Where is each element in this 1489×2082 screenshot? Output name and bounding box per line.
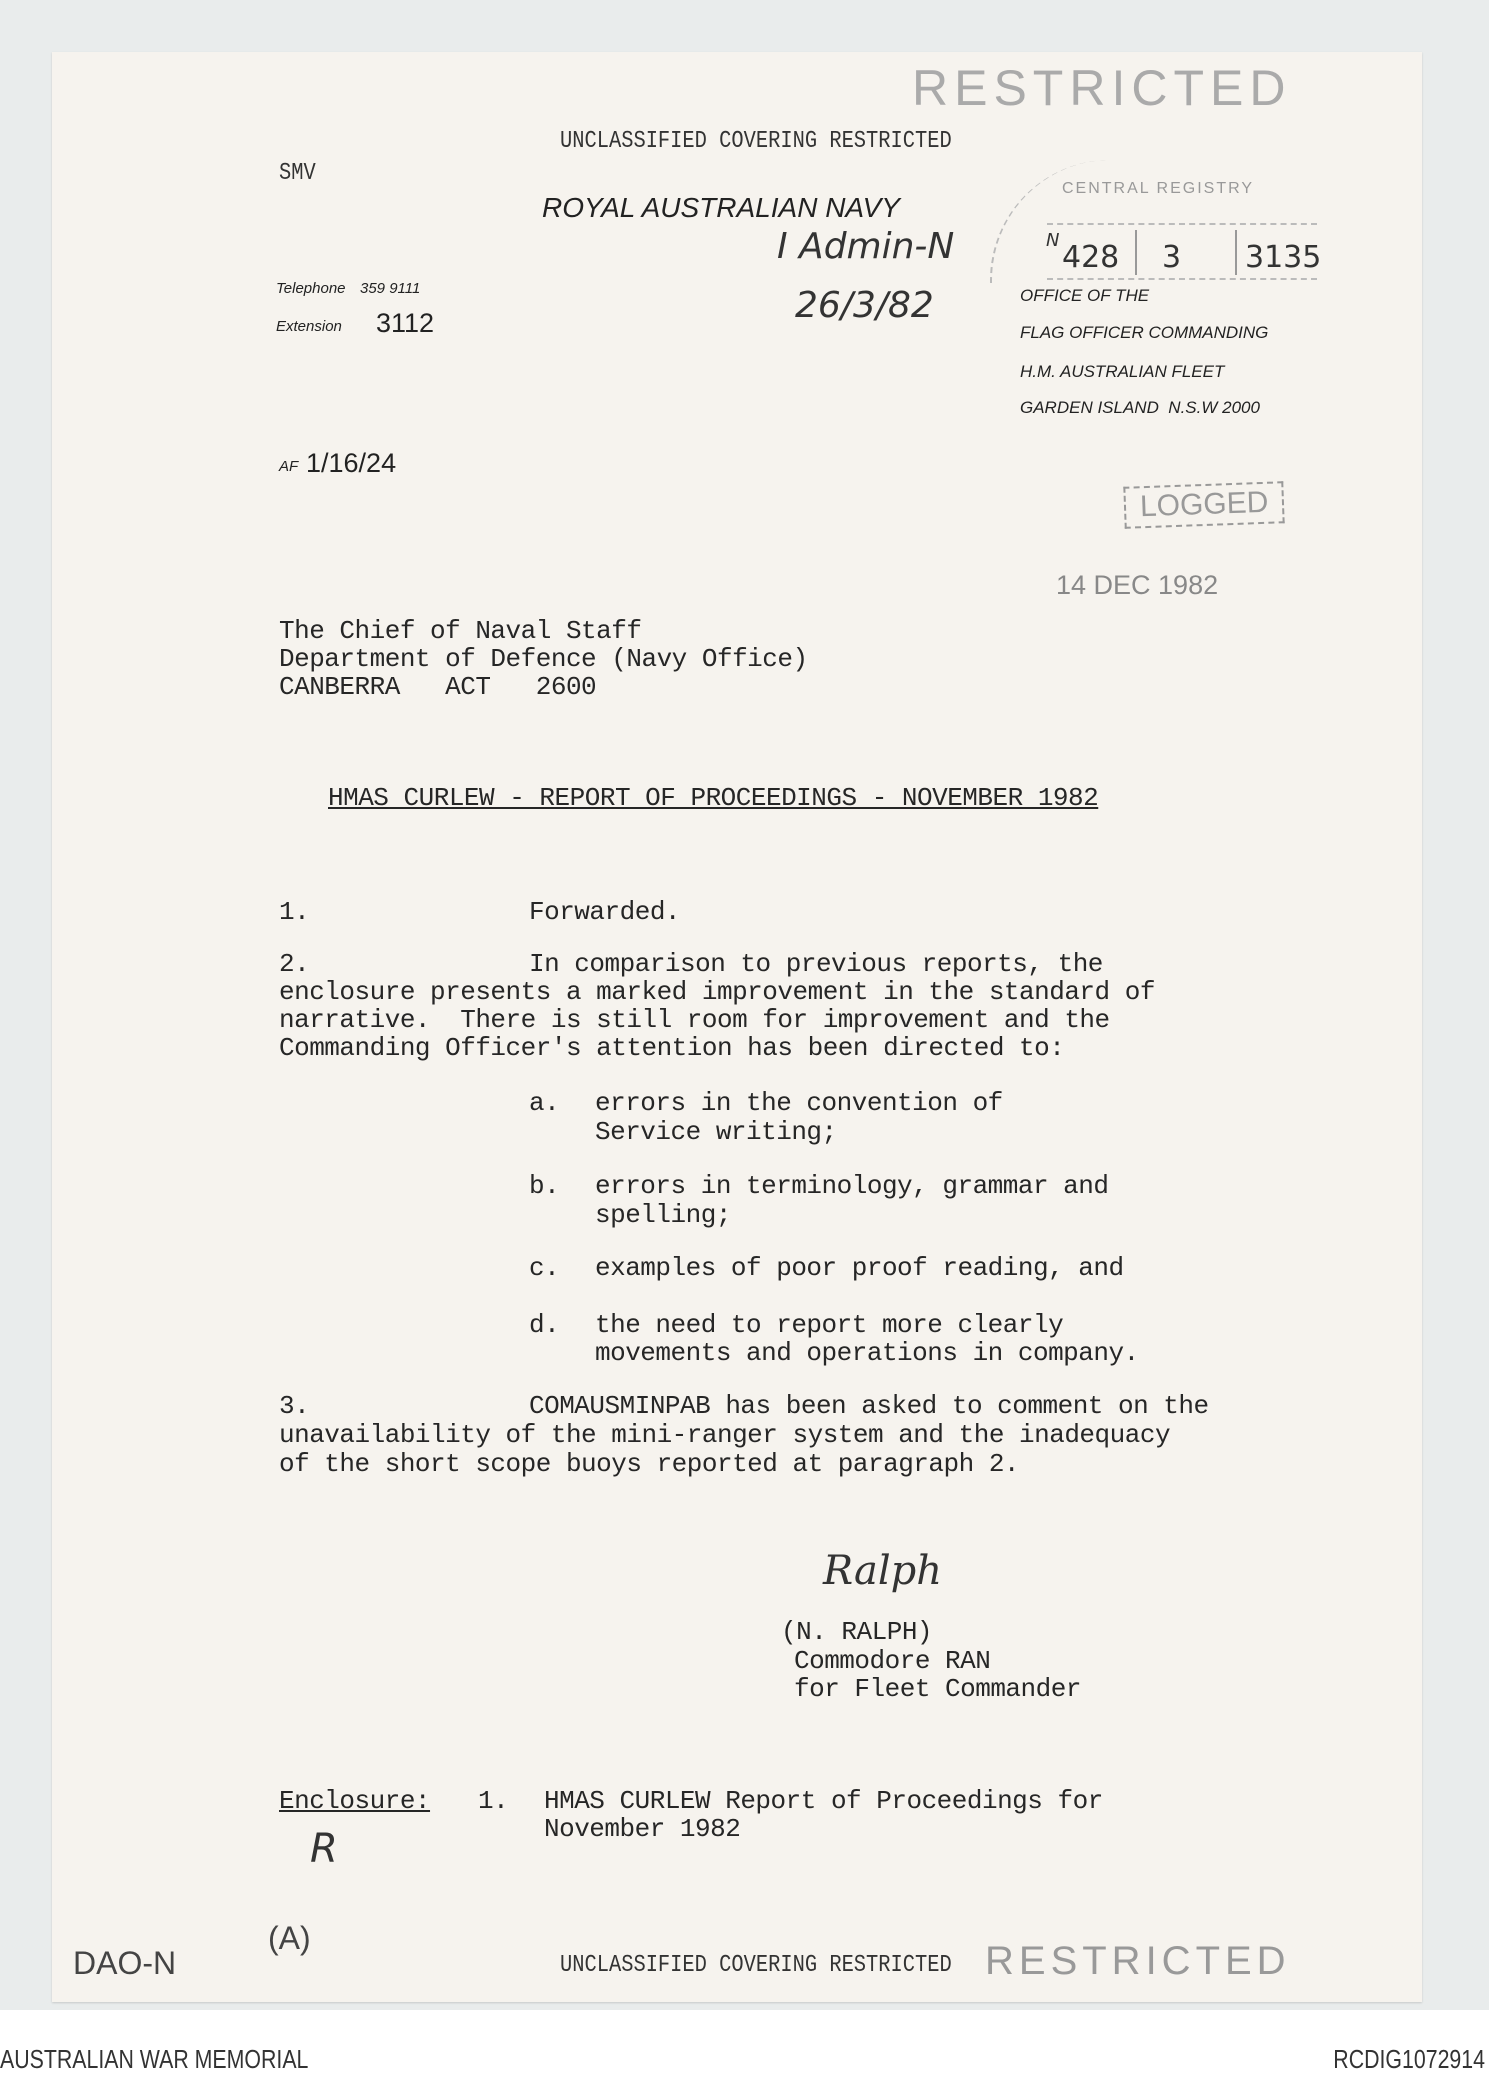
registry-prefix: N	[1046, 230, 1060, 251]
addressee-line: CANBERRA ACT 2600	[279, 672, 597, 702]
list-item-text: examples of poor proof reading, and	[595, 1253, 1124, 1283]
date-stamp: 14 DEC 1982	[1056, 570, 1219, 600]
enclosure-text: November 1982	[544, 1814, 741, 1844]
office-line: FLAG OFFICER COMMANDING	[1020, 323, 1269, 342]
restricted-stamp-bottom: RESTRICTED	[985, 1939, 1291, 1983]
registry-stamp-label: CENTRAL REGISTRY	[1062, 180, 1255, 197]
office-line: OFFICE OF THE	[1020, 286, 1150, 305]
paragraph-number: 1.	[279, 897, 310, 927]
addressee-line: The Chief of Naval Staff	[279, 616, 642, 646]
list-item-letter: b.	[529, 1171, 560, 1201]
office-line: GARDEN ISLAND N.S.W 2000	[1020, 398, 1260, 417]
subject-heading: HMAS CURLEW - REPORT OF PROCEEDINGS - NOVEMBER 1982	[328, 783, 1099, 813]
stamp-divider	[1047, 223, 1317, 225]
list-item-letter: a.	[529, 1088, 560, 1118]
stamp-divider	[1047, 278, 1317, 280]
enclosure-label: Enclosure:	[279, 1786, 431, 1816]
list-item-letter: c.	[529, 1253, 560, 1283]
signatory-rank: Commodore RAN	[794, 1646, 991, 1676]
handwritten-annotation: DAO-N	[73, 1945, 177, 1981]
addressee-line: Department of Defence (Navy Office)	[279, 644, 808, 674]
paragraph-text: Forwarded.	[529, 897, 681, 927]
classification-top: UNCLASSIFIED COVERING RESTRICTED	[560, 128, 952, 155]
paragraph-text: of the short scope buoys reported at paragraph 2.	[279, 1449, 1020, 1479]
ref-label: AF	[279, 458, 299, 475]
handwritten-date: 26/3/82	[795, 285, 934, 326]
handwritten-initials: R	[310, 1826, 338, 1872]
paragraph-text: enclosure presents a marked improvement in the standard of	[279, 977, 1155, 1007]
signature: Ralph	[823, 1548, 943, 1594]
paragraph-text: In comparison to previous reports, the	[529, 949, 1103, 979]
signatory-role: for Fleet Commander	[794, 1674, 1081, 1704]
registry-file-number: 428	[1062, 240, 1120, 275]
paragraph-text: Commanding Officer's attention has been directed to:	[279, 1033, 1065, 1063]
handwritten-bracket: (A)	[268, 1920, 311, 1956]
enclosure-text: HMAS CURLEW Report of Proceedings for	[544, 1786, 1103, 1816]
telephone-number: 359 9111	[360, 280, 421, 297]
list-item-text: movements and operations in company.	[595, 1338, 1139, 1368]
logged-stamp: LOGGED	[1123, 481, 1285, 529]
paragraph-text: COMAUSMINPAB has been asked to comment on the	[529, 1391, 1209, 1421]
registry-part-number: 3	[1162, 240, 1182, 275]
list-item-text: errors in terminology, grammar and	[595, 1171, 1109, 1201]
archive-footer	[0, 2010, 1489, 2082]
footer-institution: AUSTRALIAN WAR MEMORIAL	[0, 2044, 309, 2074]
list-item-letter: d.	[529, 1310, 560, 1340]
telephone-label: Telephone	[276, 280, 346, 297]
footer-item-id: RCDIG1072914	[1333, 2044, 1485, 2074]
list-item-text: errors in the convention of	[595, 1088, 1003, 1118]
file-reference: 1/16/24	[306, 448, 397, 478]
organisation-title: ROYAL AUSTRALIAN NAVY	[542, 192, 900, 223]
stamp-divider	[1135, 230, 1137, 275]
signatory-name: (N. RALPH)	[781, 1617, 933, 1647]
extension-number: 3112	[376, 308, 435, 338]
restricted-stamp: RESTRICTED	[912, 60, 1292, 116]
list-item-text: spelling;	[595, 1200, 731, 1230]
paragraph-text: narrative. There is still room for improvement and the	[279, 1005, 1110, 1035]
office-line: H.M. AUSTRALIAN FLEET	[1020, 362, 1225, 381]
handwritten-file-ref: I Admin-N	[777, 226, 955, 267]
initials: SMV	[279, 160, 316, 187]
paragraph-number: 3.	[279, 1391, 310, 1421]
paragraph-number: 2.	[279, 949, 310, 979]
registry-folio-number: 3135	[1245, 240, 1322, 275]
extension-label: Extension	[276, 318, 342, 335]
stamp-divider	[1235, 230, 1237, 275]
paragraph-text: unavailability of the mini-ranger system and the inadequacy	[279, 1420, 1171, 1450]
list-item-text: Service writing;	[595, 1117, 837, 1147]
list-item-text: the need to report more clearly	[595, 1310, 1064, 1340]
classification-bottom: UNCLASSIFIED COVERING RESTRICTED	[560, 1952, 952, 1979]
enclosure-number: 1.	[478, 1786, 509, 1816]
